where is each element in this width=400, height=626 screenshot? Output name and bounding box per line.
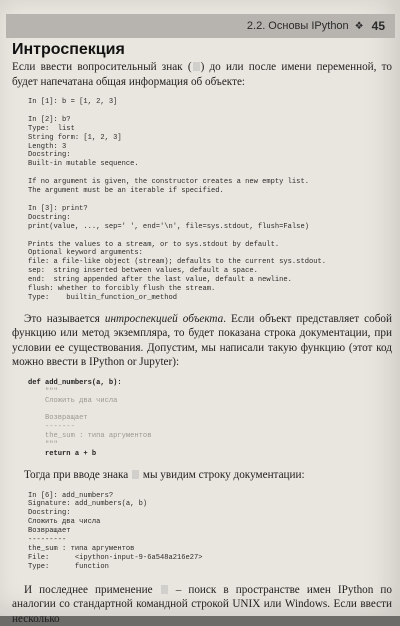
- code-line: Docstring:: [28, 151, 71, 160]
- code-block-list-help: [12, 98, 392, 303]
- paragraph-intro: [12, 60, 392, 89]
- code-line: If no argument is given, the constructor creates a new empty list.: [28, 178, 309, 187]
- section-title: 2.2. Основы IPython: [246, 20, 349, 32]
- question-mark-highlight-2: [132, 470, 139, 479]
- question-mark-highlight-3: [161, 585, 168, 594]
- code-block-add-numbers: [12, 379, 392, 459]
- code-line: File: <ipython-input-9-6a548a216e27>: [28, 553, 203, 562]
- code-line: In [3]: print?: [28, 204, 88, 213]
- code-line: Prints the values to a stream, or to sys.stdout by default.: [28, 240, 280, 249]
- paragraph-introspection: [12, 312, 392, 370]
- code-line: Signature: add_numbers(a, b): [28, 500, 148, 509]
- paragraph-introspection-end: . Если объект представляет собой функцию или метод экземпляра, то будет показана строка документации, при условии ее существования. Допустим, мы написали такую функцию (этот код можно ввести в IPython or Jupyter):: [12, 312, 392, 369]
- code-line: String form: [1, 2, 3]: [28, 133, 122, 142]
- code-line: Docstring:: [28, 509, 71, 518]
- code-line: Возвращает: [28, 527, 71, 536]
- code-line: Возвращает: [28, 414, 88, 423]
- code-line: Type: function: [28, 562, 109, 571]
- code-line: [28, 169, 392, 178]
- paragraph-namespace-end: – поиск в пространстве имен IPython по аналогии со стандартной командной строкой UNIX или Windows. Если ввести несколько: [12, 583, 392, 625]
- code-line: Built-in mutable sequence.: [28, 160, 139, 169]
- ornament-icon: ❖: [354, 20, 364, 32]
- code-line: In [6]: add_numbers?: [28, 491, 114, 500]
- page-content: [12, 40, 392, 626]
- code-line: flush: whether to forcibly flush the stream.: [28, 285, 216, 294]
- code-line: [28, 406, 392, 415]
- code-line: Type: list: [28, 124, 75, 133]
- code-line: file: a file-like object (stream); defaults to the current sys.stdout.: [28, 258, 326, 267]
- paragraph-docstring-start: Тогда при вводе знака: [24, 469, 132, 481]
- code-line: def add_numbers(a, b):: [28, 378, 122, 387]
- code-line: In [2]: b?: [28, 115, 71, 124]
- term-introspection: интроспекцией объекта: [104, 312, 224, 325]
- code-line: the_sum : типа аргументов: [28, 432, 152, 441]
- code-line: Сложить два числа: [28, 518, 101, 527]
- running-header: [6, 14, 395, 38]
- code-line: Docstring:: [28, 213, 71, 222]
- code-line: [28, 107, 392, 116]
- code-line: -------: [28, 423, 75, 432]
- code-line: [28, 196, 392, 205]
- code-line: The argument must be an iterable if specified.: [28, 187, 224, 196]
- page-number: 45: [371, 19, 385, 33]
- code-line: """: [28, 387, 58, 396]
- paragraph-namespace-search: [12, 583, 392, 626]
- code-line: ---------: [28, 536, 67, 545]
- code-line: sep: string inserted between values, default a space.: [28, 267, 258, 276]
- code-line: the_sum : типа аргументов: [28, 544, 135, 553]
- question-mark-highlight: [193, 62, 200, 71]
- paragraph-docstring: [12, 468, 392, 483]
- code-line: return a + b: [28, 450, 97, 459]
- paragraph-intro-start: Если ввести вопросительный знак (: [12, 61, 192, 73]
- paragraph-docstring-end: мы увидим строку документации:: [140, 469, 305, 481]
- paragraph-introspection-start: Это называется: [24, 312, 105, 325]
- paragraph-intro-end: ) до или после имени переменной, то будет напечатана общая информация об объекте:: [12, 61, 392, 88]
- code-line: In [1]: b = [1, 2, 3]: [28, 98, 118, 106]
- code-line: [28, 232, 392, 241]
- code-block-add-numbers-help: [12, 492, 392, 572]
- code-line: Optional keyword arguments:: [28, 249, 143, 258]
- code-line: end: string appended after the last value, default a newline.: [28, 276, 292, 285]
- code-line: """: [28, 441, 58, 450]
- code-line: Length: 3: [28, 142, 67, 151]
- code-line: Type: builtin_function_or_method: [28, 293, 177, 302]
- paragraph-namespace-start: И последнее применение: [24, 583, 160, 596]
- section-heading: Интроспекция: [12, 41, 125, 58]
- code-line: print(value, ..., sep=' ', end='\n', file=sys.stdout, flush=False): [28, 222, 309, 231]
- code-line: Сложить два числа: [28, 396, 118, 405]
